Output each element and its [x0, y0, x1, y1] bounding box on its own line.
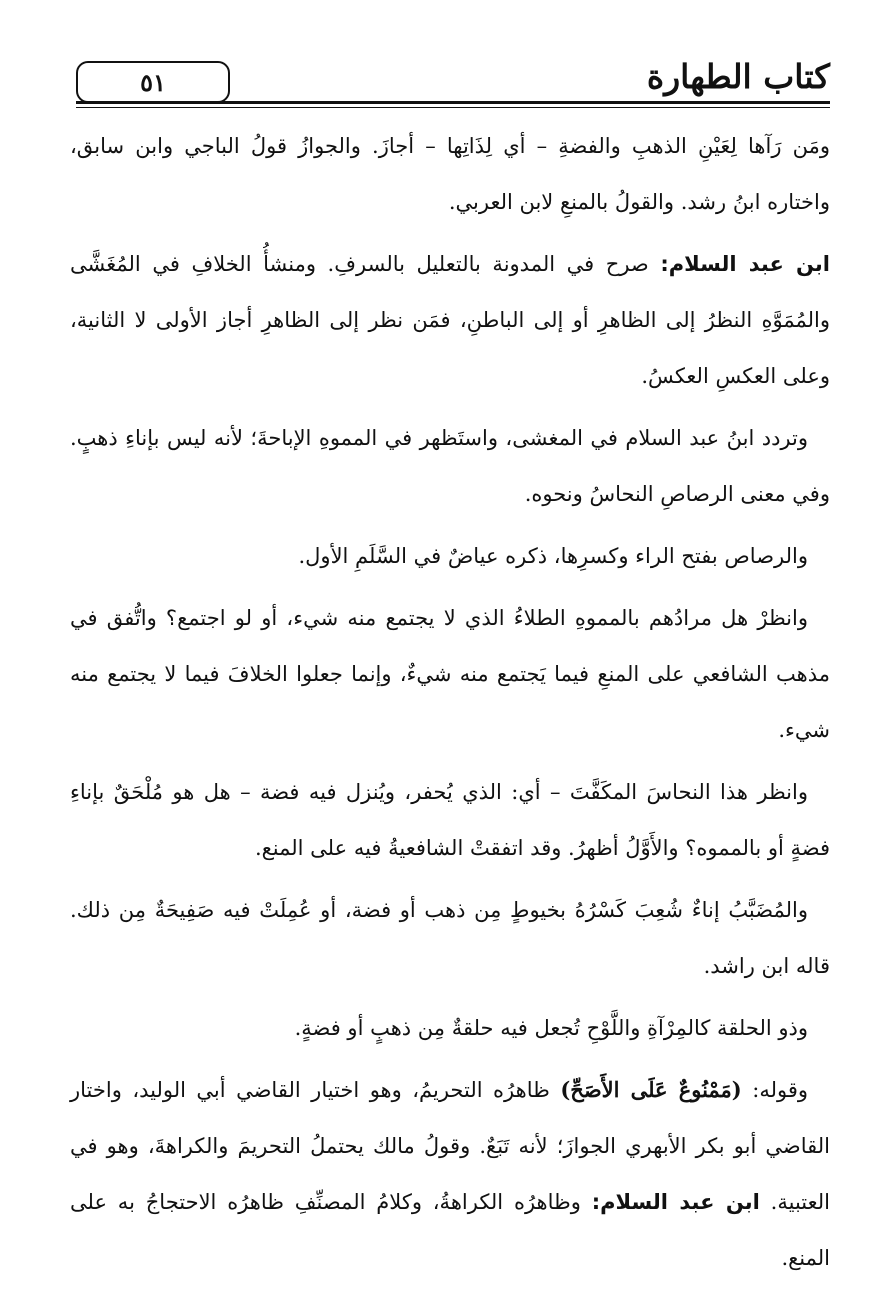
paragraph-7 [70, 882, 830, 994]
paragraph-9 [70, 1062, 830, 1286]
page-number: ٥١ [140, 67, 166, 97]
paragraph-text: والرصاص بفتح الراء وكسرِها، ذكره عياضٌ في السَّلَمِ الأول. [298, 544, 808, 568]
paragraph-text: وذو الحلقة كالمِرْآةِ واللَّوْحِ تُجعل فيه حلقةٌ مِن ذهبٍ أو فضةٍ. [294, 1016, 808, 1040]
header-rule-thin [76, 107, 830, 108]
speaker-label: ابن عبد السلام: [591, 1190, 760, 1214]
paragraph-text: والمُضَبَّبُ إناءٌ شُعِبَ كَسْرُهُ بخيوطٍ مِن ذهب أو فضة، أو عُمِلَتْ فيه صَفِيحَةٌ مِن ذلك. قاله ابن راشد. [70, 898, 830, 978]
paragraph-tail: وظاهرُه الكراهةُ، وكلامُ المصنِّفِ ظاهرُه الاحتجاجُ به على المنع. [70, 1190, 830, 1270]
paragraph-text: وتردد ابنُ عبد السلام في المغشى، واستَظهر في المموهِ الإباحةَ؛ لأنه ليس بإناءِ ذهبٍ. وفي معنى الرصاصِ النحاسُ ونحوه. [70, 426, 830, 506]
paragraph-text: وانظرْ هل مرادُهم بالمموهِ الطلاءُ الذي لا يجتمع منه شيء، أو لو اجتمع؟ واتُّفق في مذهب الشافعي على المنعِ فيما يَجتمع منه شيءٌ، وإنما جعلوا الخلافَ فيما لا يجتمع منه شيء. [70, 606, 830, 742]
paragraph-8 [70, 1000, 830, 1056]
paragraph-text: ظاهرُه التحريمُ، وهو اختيار القاضي أبي الوليد، واختار القاضي أبو بكر الأبهري الجوازَ؛ لأنه تَبَعٌ. وقولُ مالك يحتملُ التحريمَ والكراهةَ، وهو في العتبية. [70, 1078, 830, 1214]
paragraph-6 [70, 764, 830, 876]
paragraph-prefix: وقوله: [741, 1078, 808, 1102]
page-body [70, 118, 830, 1292]
book-title: كتاب الطهارة [646, 57, 830, 96]
paragraph-4 [70, 528, 830, 584]
quoted-phrase: (مَمْنُوعٌ عَلَى الأَصَحِّ) [560, 1077, 742, 1102]
header-rule [76, 101, 830, 104]
paragraph-text: وانظر هذا النحاسَ المكَفَّتَ – أي: الذي يُحفر، ويُنزل فيه فضة – هل هو مُلْحَقٌ بإناءِ فضةٍ أو بالمموه؟ والأَوَّلُ أظهرُ. وقد اتفقتْ الشافعيةُ فيه على المنع. [70, 780, 830, 860]
paragraph-text: صرح في المدونة بالتعليل بالسرفِ. ومنشأُ الخلافِ في المُغَشَّى والمُمَوَّهِ النظرُ إلى الظاهرِ أو إلى الباطنِ، فمَن نظر إلى الظاهرِ أجاز الأولى لا الثانية، وعلى العكسِ العكسُ. [70, 252, 830, 388]
speaker-label: ابن عبد السلام: [660, 252, 830, 276]
page-header [70, 55, 830, 110]
paragraph-3 [70, 410, 830, 522]
paragraph-5 [70, 590, 830, 758]
paragraph-1 [70, 118, 830, 230]
paragraph-text: ومَن رَآها لِعَيْنِ الذهبِ والفضةِ – أي لِذَاتِها – أجازَ. والجوازُ قولُ الباجي وابن سابق، واختاره ابنُ رشد. والقولُ بالمنعِ لابن العربي. [70, 134, 830, 214]
page-number-box [76, 61, 230, 103]
paragraph-2 [70, 236, 830, 404]
